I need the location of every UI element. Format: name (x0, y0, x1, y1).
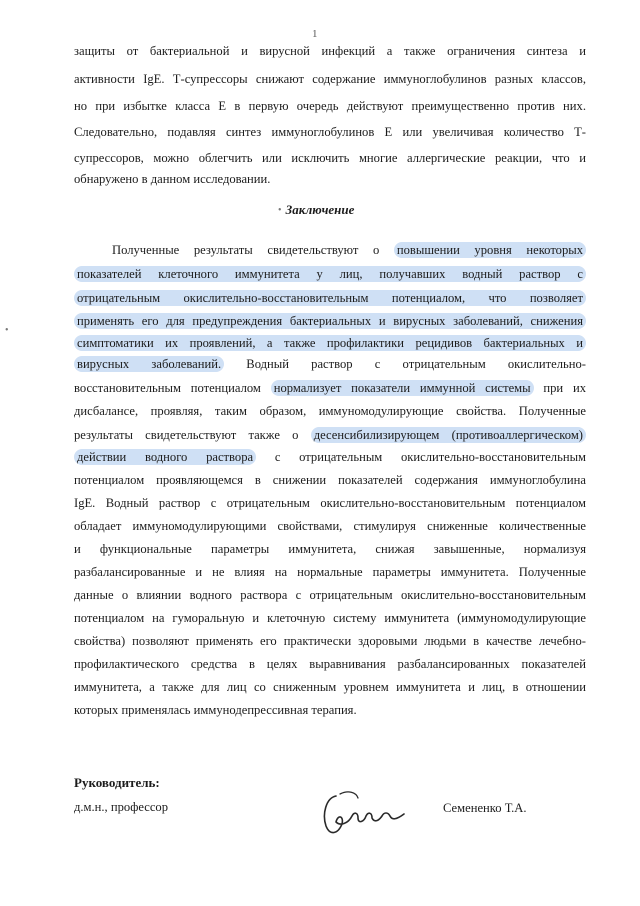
conclusion-line: разбалансированные и не влияя на нормальные параметры иммунитета. Полученные (74, 565, 586, 579)
handwritten-signature (318, 786, 410, 842)
conclusion-line (74, 446, 586, 468)
text-run: при их (543, 381, 586, 395)
text-run: Водный раствор с отрицательным окислительно- (246, 357, 586, 371)
text-run: с отрицательным окислительно-восстановительным (274, 450, 586, 464)
conclusion-line: и функциональные параметры иммунитета, снижая завышенные, нормализуя (74, 542, 586, 556)
conclusion-line (74, 353, 586, 375)
text-run: восстановительным потенциалом (74, 381, 261, 395)
text-run: Полученные результаты свидетельствуют о (112, 243, 380, 257)
intro-line: защиты от бактериальной и вирусной инфекций а также ограничения синтеза и (74, 44, 586, 58)
conclusion-line: свойства) позволяют применять его практически здоровыми людьми в качестве лечебно- (74, 634, 586, 648)
conclusion-line: дисбалансе, проявляя, таким образом, иммуномодулирующие свойства. Полученные (74, 404, 586, 418)
highlighted-text: действии водного раствора (74, 449, 256, 465)
scan-mark: • (278, 205, 282, 216)
signature-title: Руководитель: (74, 775, 160, 790)
highlighted-text: показателей клеточного иммунитета у лиц, получавших водный раствор с (74, 266, 586, 282)
signatory-position: д.м.н., профессор (74, 800, 169, 814)
conclusion-line (112, 239, 586, 261)
intro-line: обнаружено в данном исследовании. (74, 172, 271, 186)
conclusion-line: данные о влиянии водного раствора с отрицательным окислительно-восстановительным (74, 588, 586, 602)
conclusion-line: которых применялась иммунодепрессивная терапия. (74, 703, 357, 717)
scan-mark: • (5, 325, 9, 336)
conclusion-line (74, 287, 586, 309)
highlighted-text: повышении уровня некоторых (394, 242, 586, 258)
conclusion-line: потенциалом на гуморальную и клеточную систему иммунитета (иммуномодулирующие (74, 611, 586, 625)
conclusion-line: профилактического средства в целях выравнивания разбалансированных показателей (74, 657, 586, 671)
conclusion-line (74, 377, 586, 399)
highlighted-text: отрицательным окислительно-восстановительным потенциалом, что позволяет (74, 290, 586, 306)
conclusion-line (74, 310, 586, 332)
conclusion-line: потенциалом проявляющемся в снижении показателей содержания иммуноглобулина (74, 473, 586, 487)
conclusion-line: иммунитета, а также для лиц со сниженным уровнем иммунитета и лиц, в отношении (74, 680, 586, 694)
highlighted-text: вирусных заболеваний. (74, 356, 224, 372)
conclusion-line (74, 263, 586, 285)
highlighted-text: нормализует показатели иммунной системы (271, 380, 534, 396)
intro-line: Следовательно, подавляя синтез иммуноглобулинов Е или увеличивая количество Т- (74, 125, 586, 139)
conclusion-line: обладает иммуномодулирующими свойствами, стимулируя сниженные количественные (74, 519, 586, 533)
highlighted-text: симптоматики их проявлений, а также профилактики рецидивов бактериальных и (74, 335, 586, 351)
conclusion-line (74, 332, 586, 354)
conclusion-line (74, 424, 586, 446)
intro-line: но при избытке класса Е в первую очередь действуют преимущественно против них. (74, 99, 586, 113)
intro-line: супрессоров, можно облегчить или исключить многие аллергические реакции, что и (74, 151, 586, 165)
signatory-name: Семененко Т.А. (443, 801, 527, 815)
text-run: результаты свидетельствуют также о (74, 428, 299, 442)
highlighted-text: применять его для предупреждения бактериальных и вирусных заболеваний, снижения (74, 313, 586, 329)
highlighted-text: десенсибилизирующем (противоаллергическом) (311, 427, 586, 443)
intro-line: активности IgE. Т-супрессоры снижают содержание иммуноглобулинов разных классов, (74, 72, 586, 86)
page-number: 1 (312, 28, 318, 40)
section-heading: Заключение (285, 202, 355, 217)
conclusion-line: IgE. Водный раствор с отрицательным окислительно-восстановительным потенциалом (74, 496, 586, 510)
